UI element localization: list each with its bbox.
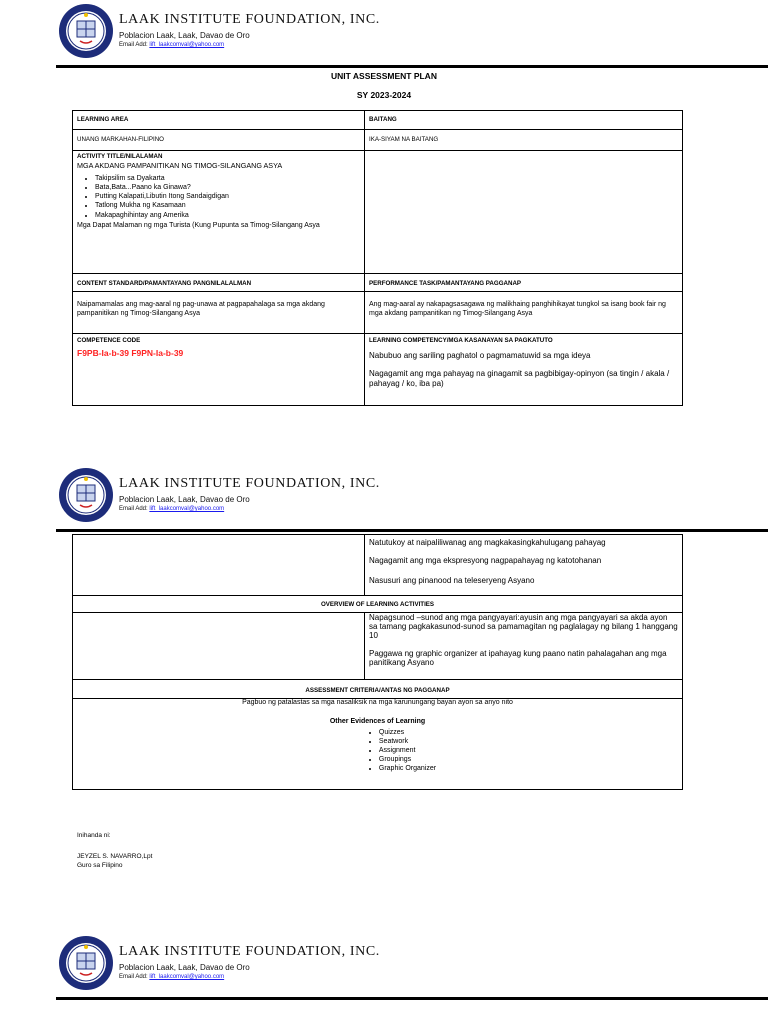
signatory-name: JEYZEL S. NAVARRO,Lpt bbox=[77, 853, 153, 860]
list-item: • Groupings bbox=[379, 755, 436, 764]
unit-plan-table-continued bbox=[72, 534, 683, 790]
activity-note: Mga Dapat Malaman ng mga Turista (Kung Pupunta sa Timog-Silangang Asya bbox=[77, 221, 320, 229]
performance-task-value: Ang mag-aaral ay nakapagsasagawa ng malikhaing panghihikayat tungkol sa isang book fair ng mga akdang pampanitikan ng Timog-Silangang Asya bbox=[365, 292, 683, 334]
signatory-role: Guro sa Filipino bbox=[77, 862, 123, 869]
header-divider bbox=[56, 65, 768, 68]
institution-email bbox=[119, 42, 224, 48]
list-item: • Seatwork bbox=[379, 737, 436, 746]
evidence-list bbox=[379, 728, 436, 773]
letterhead-1 bbox=[0, 3, 768, 73]
email-label: Email Add: bbox=[119, 42, 148, 48]
assessment-label-cell bbox=[73, 679, 683, 698]
activity-item: Napagsunod –sunod ang mga pangyayari:ayusin ang mga pangyayari sa akda ayon sa tamang pagkakasunod-sunod sa pamamagitan ng paglalagay ng bilang 1 hanggang 10 bbox=[369, 612, 678, 641]
prepared-by-label: Inihanda ni: bbox=[77, 832, 111, 839]
list-item: • Quizzes bbox=[379, 728, 436, 737]
learning-area-value-cell: UNANG MARKAHAN-FILIPINO bbox=[73, 130, 365, 151]
list-item: • Takipsilim sa Dyakarta bbox=[95, 174, 360, 183]
assessment-label: ASSESSMENT CRITERIA/ANTAS NG PAGGANAP bbox=[305, 686, 450, 694]
continued-empty-cell bbox=[73, 535, 365, 596]
email-link[interactable]: lift_laakcomval@yahoo.com bbox=[149, 42, 225, 48]
list-item: • Putting Kalapati,Libutin Itong Sandaigdigan bbox=[95, 192, 360, 201]
continued-competency-cell bbox=[365, 535, 683, 596]
assessment-value: Pagbuo ng patalastas sa mga nasaliksik na mga karunungang bayan ayon sa anyo nito bbox=[242, 698, 513, 706]
assessment-cell bbox=[73, 698, 683, 789]
page-title: UNIT ASSESSMENT PLAN bbox=[331, 71, 437, 81]
content-standard-value: Naipamamalas ang mag-aaral ng pag-unawa at pagpapahalaga sa mga akdang pampanitikan ng Timog-Silangang Asya bbox=[73, 292, 365, 334]
baitang-value-cell: IKA-SIYAM NA BAITANG bbox=[365, 130, 683, 151]
header-divider bbox=[56, 529, 768, 532]
baitang-label-cell bbox=[365, 111, 683, 130]
performance-label-cell bbox=[365, 274, 683, 292]
learning-area-label: LEARNING AREA bbox=[77, 116, 129, 123]
institution-email bbox=[119, 974, 224, 980]
activity-cell bbox=[73, 151, 365, 274]
overview-label-cell bbox=[73, 596, 683, 613]
institution-address: Poblacion Laak, Laak, Davao de Oro bbox=[119, 495, 250, 504]
header-divider bbox=[56, 997, 768, 1000]
school-seal-logo bbox=[58, 935, 114, 991]
overview-activities-cell bbox=[365, 612, 683, 679]
baitang-label: BAITANG bbox=[369, 116, 397, 123]
overview-empty-cell bbox=[73, 612, 365, 679]
activity-title: MGA AKDANG PAMPANITIKAN NG TIMOG-SILANGANG ASYA bbox=[77, 160, 283, 170]
list-item: • Graphic Organizer bbox=[379, 764, 436, 773]
institution-name: LAAK INSTITUTE FOUNDATION, INC. bbox=[119, 476, 380, 491]
competency-item: Natutukoy at naipaliliwanag ang magkakasingkahulugang pahayag bbox=[369, 538, 606, 547]
email-label: Email Add: bbox=[119, 506, 148, 512]
institution-name: LAAK INSTITUTE FOUNDATION, INC. bbox=[119, 12, 380, 27]
institution-email bbox=[119, 506, 224, 512]
email-link[interactable]: lift_laakcomval@yahoo.com bbox=[149, 506, 225, 512]
performance-task-label: PERFORMANCE TASK/PAMANTAYANG PAGGANAP bbox=[369, 280, 522, 287]
competence-code-cell bbox=[73, 334, 365, 406]
activity-empty-cell bbox=[365, 151, 683, 274]
institution-name: LAAK INSTITUTE FOUNDATION, INC. bbox=[119, 944, 380, 959]
competency-item: Nagagamit ang mga pahayag na ginagamit sa pagbibigay-opinyon (sa tingin / akala / pahayag / ko, iba pa) bbox=[369, 369, 670, 389]
competency-item: Nabubuo ang sariling paghatol o pagmamatuwid sa mga ideya bbox=[369, 350, 591, 360]
evidence-label: Other Evidences of Learning bbox=[329, 717, 426, 725]
competence-codes: F9PB-Ia-b-39 F9PN-Ia-b-39 bbox=[77, 347, 184, 358]
activity-label: ACTIVITY TITLE/NILALAMAN bbox=[77, 153, 163, 160]
competence-code-label: COMPETENCE CODE bbox=[77, 337, 141, 344]
school-seal-logo bbox=[58, 3, 114, 59]
letterhead-2 bbox=[0, 467, 768, 537]
learning-competency-cell bbox=[365, 334, 683, 406]
school-year: SY 2023-2024 bbox=[356, 90, 412, 100]
email-link[interactable]: lift_laakcomval@yahoo.com bbox=[149, 974, 225, 980]
list-item: • Bata,Bata...Paano ka Ginawa? bbox=[95, 183, 360, 192]
competency-item: Nasusuri ang pinanood na teleseryeng Asyano bbox=[369, 576, 535, 586]
letterhead-3 bbox=[0, 935, 768, 1005]
email-label: Email Add: bbox=[119, 974, 148, 980]
unit-plan-table bbox=[72, 110, 683, 406]
overview-label: OVERVIEW OF LEARNING ACTIVITIES bbox=[320, 601, 435, 608]
institution-address: Poblacion Laak, Laak, Davao de Oro bbox=[119, 963, 250, 972]
learning-area-label-cell bbox=[73, 111, 365, 130]
school-seal-logo bbox=[58, 467, 114, 523]
list-item: • Assignment bbox=[379, 746, 436, 755]
content-standard-label: CONTENT STANDARD/PAMANTAYANG PANGNILALALMAN bbox=[77, 280, 252, 287]
competency-item: Nagagamit ang mga ekspresyong nagpapahayag ng katotohanan bbox=[369, 556, 602, 566]
learning-competency-label: LEARNING COMPETENCY/MGA KASANAYAN SA PAGKATUTO bbox=[369, 337, 553, 344]
institution-address: Poblacion Laak, Laak, Davao de Oro bbox=[119, 31, 250, 40]
activity-list bbox=[95, 174, 360, 219]
list-item: • Makapaghihintay ang Amerika bbox=[95, 211, 360, 220]
list-item: • Tatlong Mukha ng Kasamaan bbox=[95, 201, 360, 210]
activity-item: Paggawa ng graphic organizer at ipahayag kung paano natin pahalagahan ang mga panitikang Asyano bbox=[369, 648, 667, 667]
content-standard-label-cell bbox=[73, 274, 365, 292]
